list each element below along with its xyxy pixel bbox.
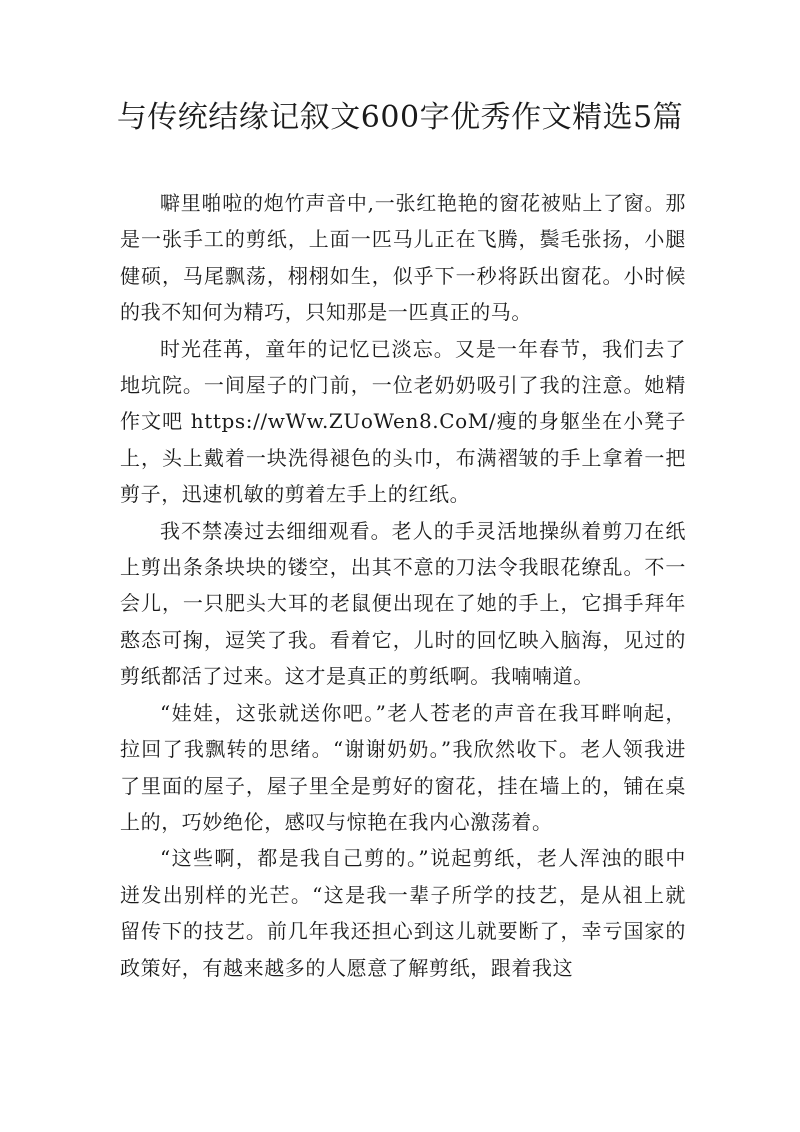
document-title: 与传统结缘记叙文600字优秀作文精选5篇 [116, 100, 684, 135]
paragraph-1: 噼里啪啦的炮竹声音中,一张红艳艳的窗花被贴上了窗。那是一张手工的剪纸，上面一匹马儿正在飞腾，鬓毛张扬，小腿健硕，马尾飘荡，栩栩如生，似乎下一秒将跃出窗花。小时候的我不知何为精巧，只知那是一匹真正的马。 [120, 191, 686, 325]
document-body [120, 185, 686, 986]
paragraph-3: 我不禁凑过去细细观看。老人的手灵活地操纵着剪刀在纸上剪出条条块块的镂空，出其不意的刀法令我眼花缭乱。不一会儿，一只肥头大耳的老鼠便出现在了她的手上，它揖手拜年憨态可掬，逗笑了我。看着它，儿时的回忆映入脑海，见过的剪纸都活了过来。这才是真正的剪纸啊。我喃喃道。 [120, 518, 686, 689]
paragraph-5: “这些啊，都是我自己剪的。”说起剪纸，老人浑浊的眼中迸发出别样的光芒。“这是我一辈子所学的技艺，是从祖上就留传下的技艺。前几年我还担心到这儿就要断了，幸亏国家的政策好，有越来越多的人愿意了解剪纸，跟着我这 [120, 846, 686, 980]
paragraph-4: “娃娃，这张就送你吧。”老人苍老的声音在我耳畔响起，拉回了我飘转的思绪。“谢谢奶奶。”我欣然收下。老人领我进了里面的屋子，屋子里全是剪好的窗花，挂在墙上的，铺在桌上的，巧妙绝伦，感叹与惊艳在我内心激荡着。 [120, 700, 686, 834]
paragraph-2: 时光荏苒，童年的记忆已淡忘。又是一年春节，我们去了地坑院。一间屋子的门前，一位老奶奶吸引了我的注意。她精作文吧 https://wWw.ZUoWen8.CoM/瘦的身躯坐在小凳子上，头上戴着一块洗得褪色的头巾，布满褶皱的手上拿着一把剪子，迅速机敏的剪着左手上的红纸。 [120, 336, 686, 507]
